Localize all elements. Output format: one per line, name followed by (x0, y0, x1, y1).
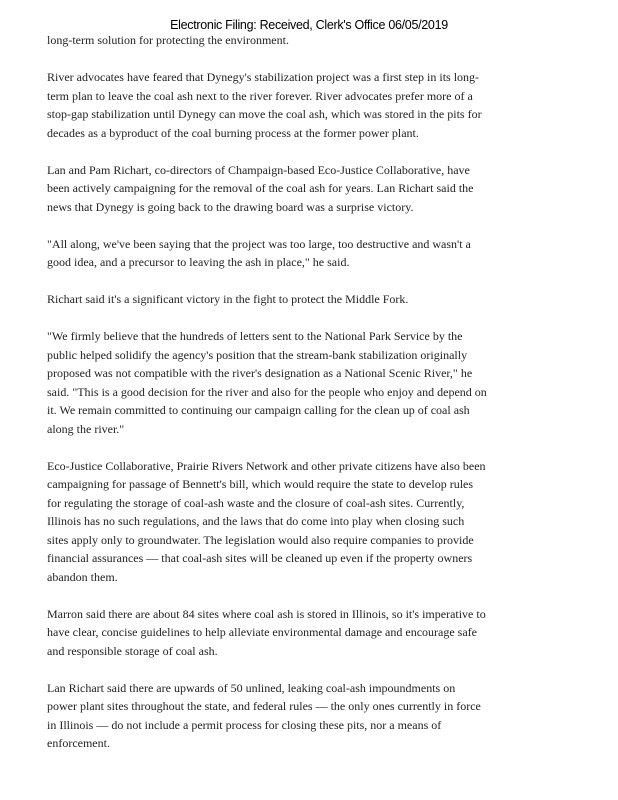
paragraph-bennett-bill: Eco-Justice Collaborative, Prairie Rivers Network and other private citizens have also been campaigning for passage of Bennett's bill, which would require the state to develop rules for regulating the storage of coal-ash waste and the closure of coal-ash sites. Currently, Illinois has no such regulations, and the laws that do come into play when closing such sites apply only to groundwater. The legislation would also require companies to provide financial assurances — that coal-ash sites will be cleaned up even if the property owners abandon them. (47, 458, 486, 584)
paragraph-richart-campaign: Lan and Pam Richart, co-directors of Champaign-based Eco-Justice Collaborative, have been actively campaigning for the removal of the coal ash for years. Lan Richart said the news that Dynegy is going back to the drawing board was a surprise victory. (47, 162, 474, 214)
article-body (47, 31, 487, 771)
paragraph-unlined-impoundments: Lan Richart said there are upwards of 50 unlined, leaking coal-ash impoundments on power plant sites throughout the state, and federal rules — the only ones currently in force in Illinois — do not include a permit process for closing these pits, nor a means of enforcement. (47, 680, 481, 750)
paragraph-quote-all-along: "All along, we've been saying that the project was too large, too destructive and wasn't a good idea, and a precursor to leaving the ash in place," he said. (47, 236, 471, 269)
electronic-filing-stamp: Electronic Filing: Received, Clerk's Office 06/05/2019 (170, 18, 448, 32)
paragraph-significant-victory: Richart said it's a significant victory in the fight to protect the Middle Fork. (47, 292, 409, 306)
paragraph-marron-sites: Marron said there are about 84 sites where coal ash is stored in Illinois, so it's imperative to have clear, concise guidelines to help alleviate environmental damage and encourage safe and responsible storage of coal ash. (47, 606, 486, 658)
paragraph-river-advocates: River advocates have feared that Dynegy's stabilization project was a first step in its long-term plan to leave the coal ash next to the river forever. River advocates prefer more of a stop-gap stabilization until Dynegy can move the coal ash, which was stored in the pits for decades as a byproduct of the coal burning process at the former power plant. (47, 70, 482, 140)
paragraph-quote-letters: "We firmly believe that the hundreds of letters sent to the National Park Service by the public helped solidify the agency's position that the stream-bank stabilization originally proposed was not compatible with the river's designation as a National Scenic River," he said. "This is a good decision for the river and also for the people who enjoy and depend on it. We remain committed to continuing our campaign calling for the clean up of coal ash along the river." (47, 329, 487, 436)
paragraph-continuation: long-term solution for protecting the environment. (47, 33, 289, 47)
